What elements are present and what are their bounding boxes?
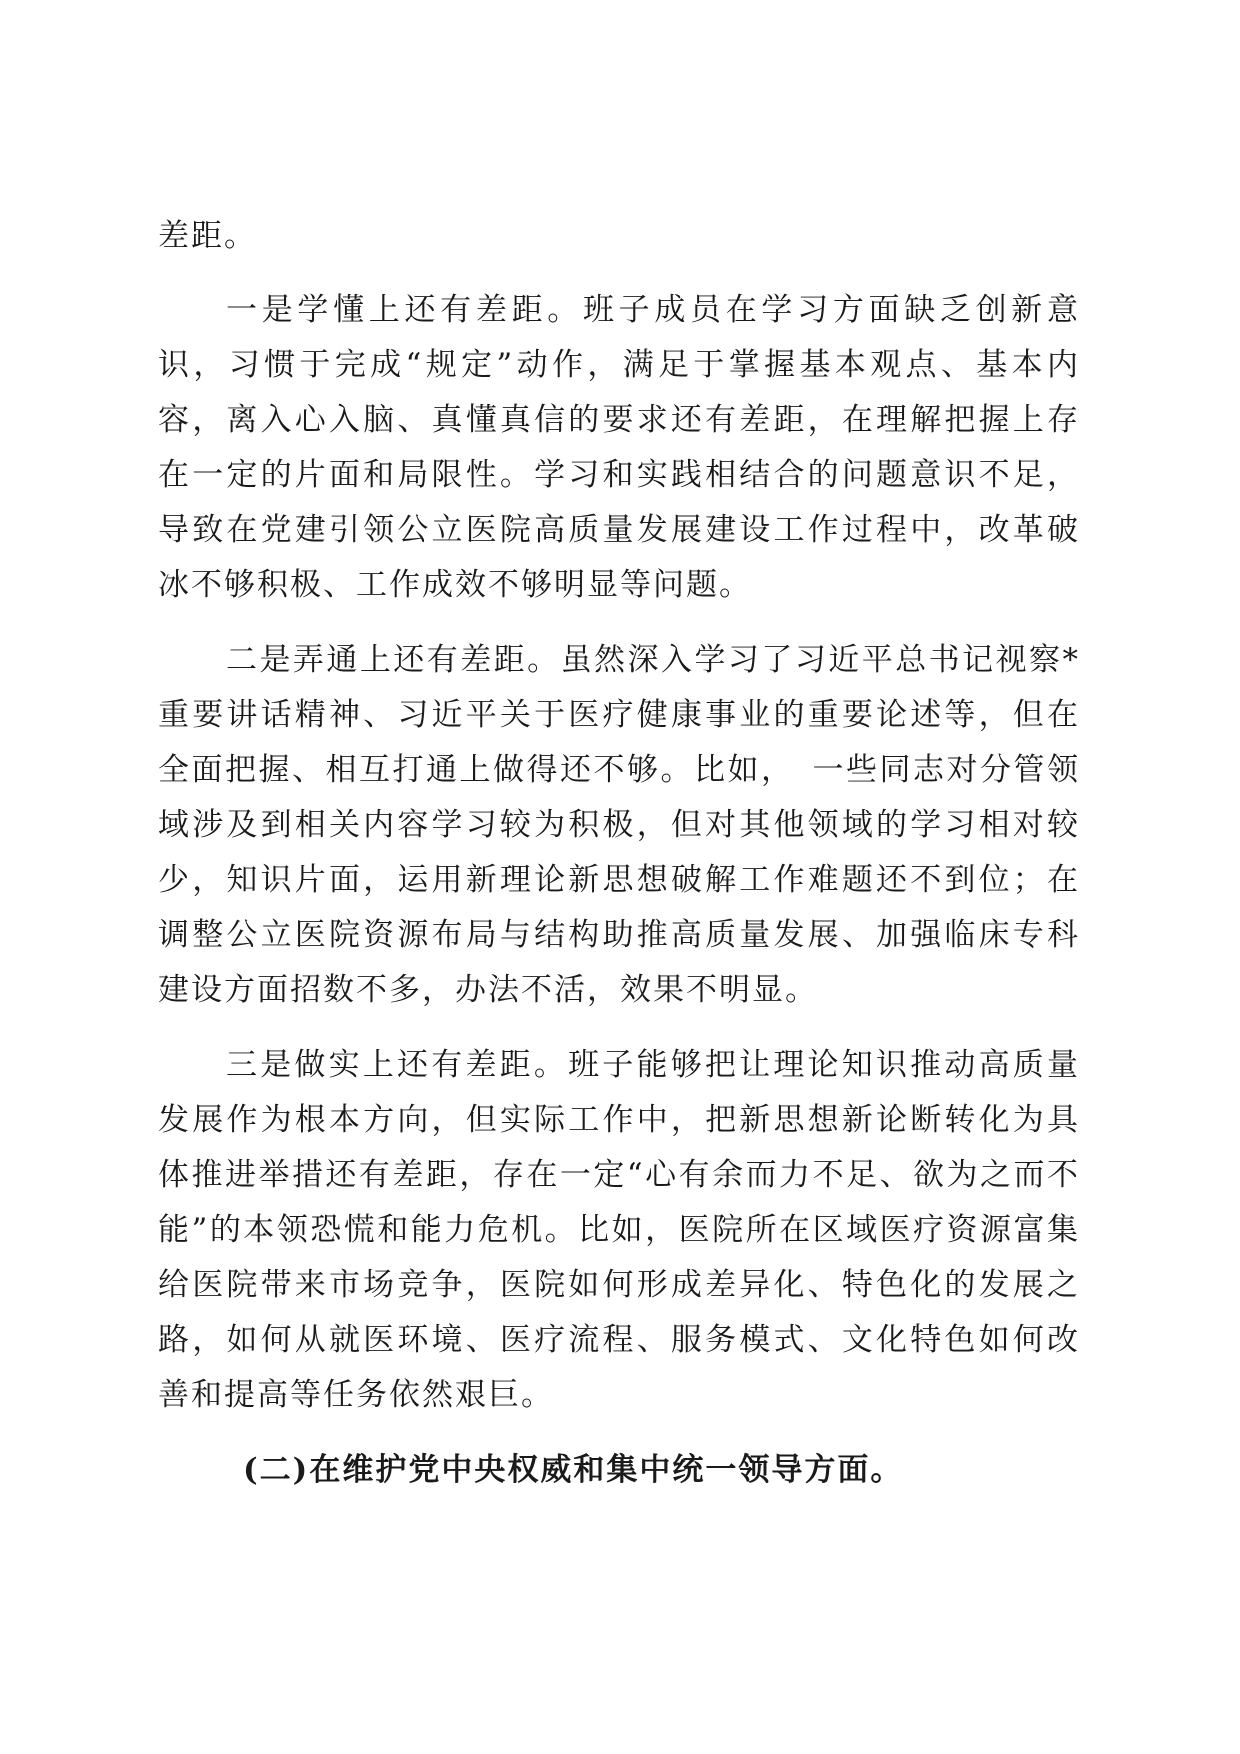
paragraph-continuation: 差距。 xyxy=(158,218,257,254)
document-body xyxy=(158,209,1080,1498)
paragraph-understanding-gap: 二是弄通上还有差距。虽然深入学习了习近平总书记视察*重要讲话精神、习近平关于医疗健康事业的重要论述等，但在全面把握、相互打通上做得还不够。比如， 一些同志对分管领域涉及到相关内容学习较为积极，但对其他领域的学习相对较少，知识片面，运用新理论新思想破解工作难题还不到位；在调整公立医院资源布局与结构助推高质量发展、加强临床专科建设方面招数不多，办法不活，效果不明显。 xyxy=(158,642,1080,1008)
paragraph-practice-gap: 三是做实上还有差距。班子能够把让理论知识推动高质量发展作为根本方向，但实际工作中，把新思想新论断转化为具体推进举措还有差距，存在一定“心有余而力不足、欲为之而不能”的本领恐慌和能力危机。比如，医院所在区域医疗资源富集给医院带来市场竞争，医院如何形成差异化、特色化的发展之路，如何从就医环境、医疗流程、服务模式、文化特色如何改善和提高等任务依然艰巨。 xyxy=(158,1047,1080,1413)
section-heading: (二)在维护党中央权威和集中统一领导方面。 xyxy=(243,1452,904,1488)
paragraph-study-gap: 一是学懂上还有差距。班子成员在学习方面缺乏创新意识，习惯于完成“规定”动作，满足于掌握基本观点、基本内容，离入心入脑、真懂真信的要求还有差距，在理解把握上存在一定的片面和局限性。学习和实践相结合的问题意识不足，导致在党建引领公立医院高质量发展建设工作过程中，改革破冰不够积极、工作成效不够明显等问题。 xyxy=(158,292,1080,603)
